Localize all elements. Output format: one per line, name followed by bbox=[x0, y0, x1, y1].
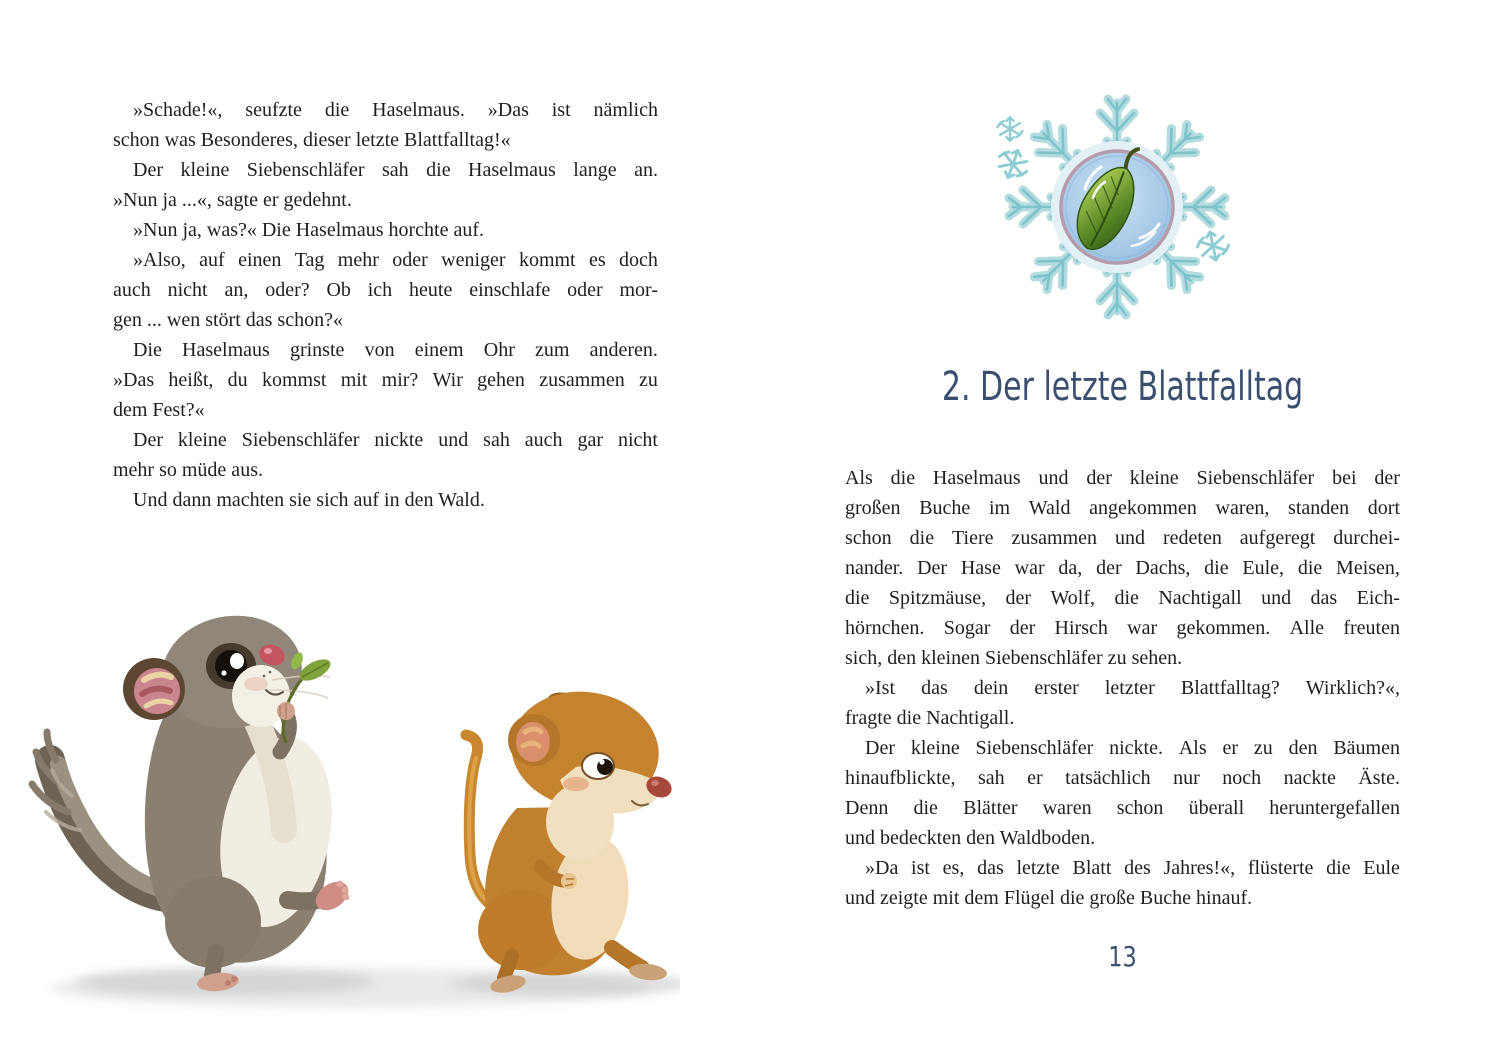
text-line: Als die Haselmaus und der kleine Siebenschläfer bei der bbox=[845, 467, 1400, 489]
text-line: Die Haselmaus grinste von einem Ohr zum anderen. bbox=[133, 339, 658, 361]
text-line: »Nun ja, was?« Die Haselmaus horchte auf. bbox=[133, 219, 484, 241]
text-line: hörnchen. Sogar der Hirsch war gekommen. Alle freuten bbox=[845, 617, 1400, 639]
text-line: und zeigte mit dem Flügel die große Buche hinauf. bbox=[845, 887, 1253, 909]
text-line: »Nun ja ...«, sagte er gedehnt. bbox=[113, 189, 352, 211]
text-line: Und dann machten sie sich auf in den Wald. bbox=[133, 489, 485, 511]
text-line: mehr so müde aus. bbox=[113, 459, 263, 481]
hazel-mouse bbox=[466, 682, 675, 995]
text-line: schon die Tiere zusammen und redeten aufgeregt durchei- bbox=[845, 527, 1400, 549]
dormouse bbox=[32, 607, 354, 993]
text-line: »Ist das dein erster letzter Blattfalltag? Wirklich?«, bbox=[865, 677, 1400, 699]
text-line: auch nicht an, oder? Ob ich heute einschlafe oder mor- bbox=[113, 279, 658, 301]
text-line: schon was Besonderes, dieser letzte Blattfalltag!« bbox=[113, 129, 511, 151]
dormouse-head bbox=[123, 607, 330, 737]
snowflake-leaf-medallion bbox=[985, 85, 1255, 335]
ground-shadow bbox=[50, 968, 680, 1008]
chapter-title: 2. Der letzte Blattfalltag bbox=[941, 364, 1304, 410]
page-number: 13 bbox=[1108, 940, 1137, 973]
text-line: dem Fest?« bbox=[113, 399, 205, 421]
mice-illustration bbox=[20, 600, 680, 1040]
text-line: »Also, auf einen Tag mehr oder weniger kommt es doch bbox=[133, 249, 658, 271]
text-line: Denn die Blätter waren schon überall heruntergefallen bbox=[845, 797, 1400, 819]
right-page-text bbox=[845, 463, 1400, 913]
text-line: Der kleine Siebenschläfer nickte. Als er zu den Bäumen bbox=[865, 737, 1400, 759]
text-line: großen Buche im Wald angekommen waren, standen dort bbox=[845, 497, 1400, 519]
text-line: Der kleine Siebenschläfer nickte und sah auch gar nicht bbox=[133, 429, 658, 451]
text-line: Der kleine Siebenschläfer sah die Haselmaus lange an. bbox=[133, 159, 658, 181]
text-line: hinaufblickte, sah er tatsächlich nur noch nackte Äste. bbox=[845, 767, 1400, 789]
text-line: sich, den kleinen Siebenschläfer zu sehen. bbox=[845, 647, 1183, 669]
text-line: gen ... wen stört das schon?« bbox=[113, 309, 343, 331]
text-line: fragte die Nachtigall. bbox=[845, 707, 1015, 729]
text-line: »Das heißt, du kommst mit mir? Wir gehen zusammen zu bbox=[113, 369, 658, 391]
text-line: »Da ist es, das letzte Blatt des Jahres!«, flüsterte die Eule bbox=[865, 857, 1400, 879]
text-line: die Spitzmäuse, der Wolf, die Nachtigall und das Eich- bbox=[845, 587, 1400, 609]
text-line: »Schade!«, seufzte die Haselmaus. »Das ist nämlich bbox=[133, 99, 658, 121]
text-line: nander. Der Hase war da, der Dachs, die Eule, die Meisen, bbox=[845, 557, 1400, 579]
text-line: und bedeckten den Waldboden. bbox=[845, 827, 1096, 849]
left-page-text bbox=[113, 95, 658, 515]
